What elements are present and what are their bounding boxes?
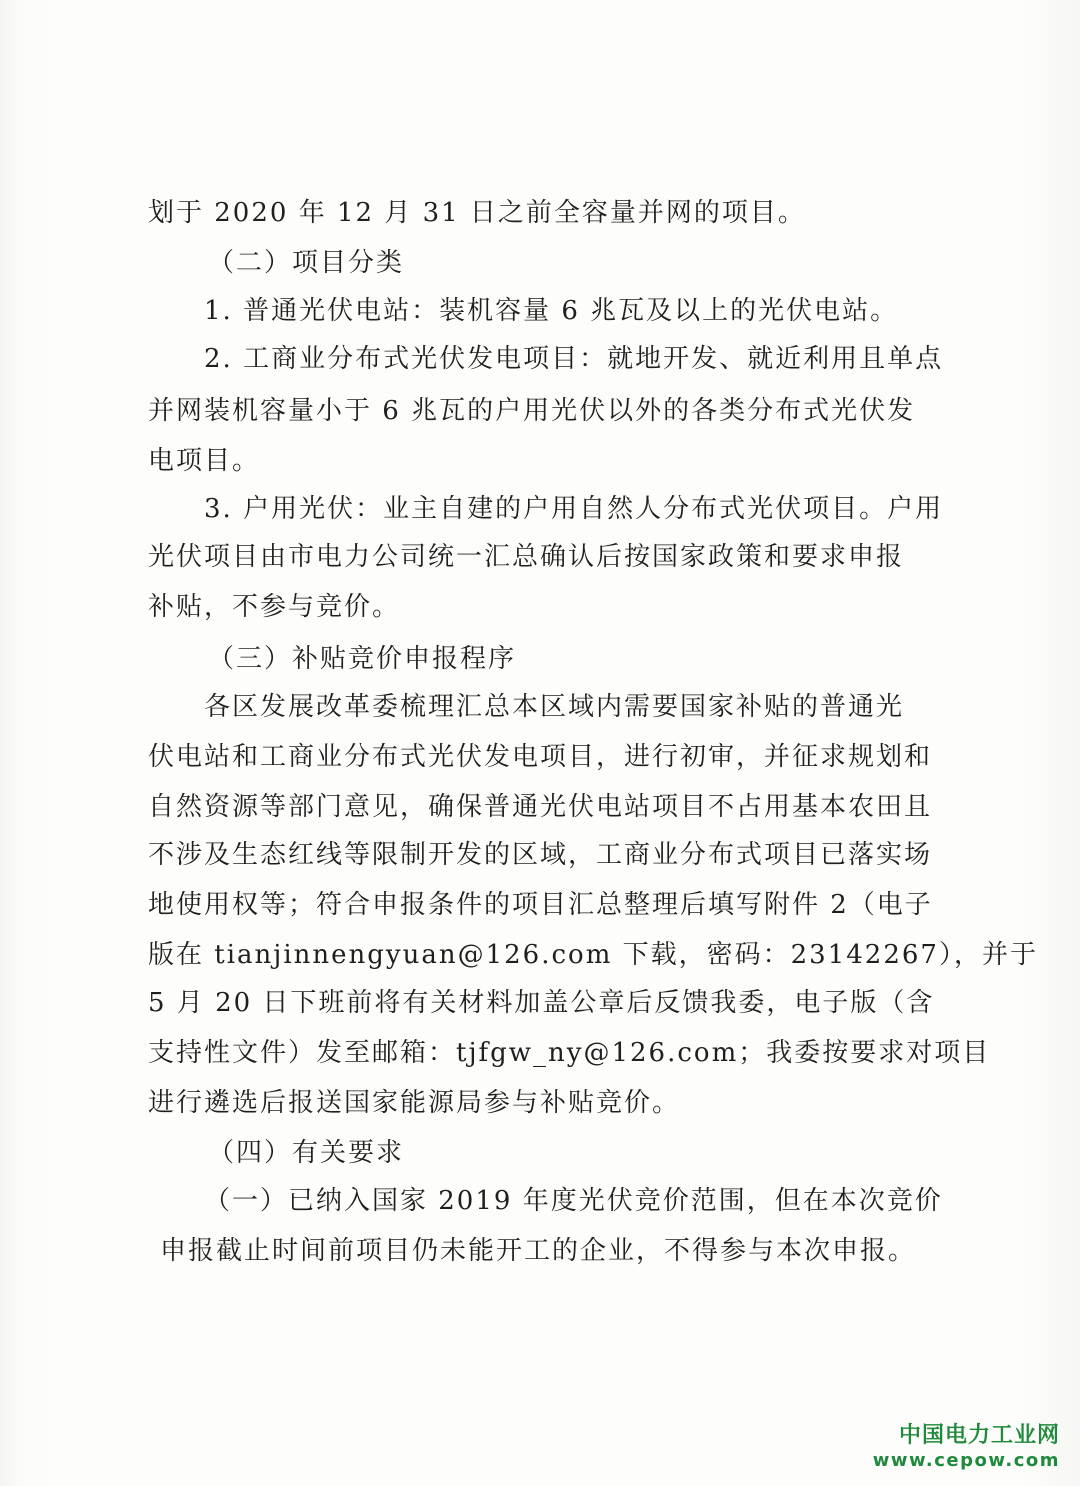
watermark-site-name: 中国电力工业网 <box>898 1423 1060 1448</box>
text-line: 2. 工商业分布式光伏发电项目：就地开发、就近利用且单点 <box>204 344 944 374</box>
text-line: 3. 户用光伏：业主自建的户用自然人分布式光伏项目。户用 <box>204 494 944 524</box>
watermark-site-url: www.cepow.com <box>872 1450 1060 1471</box>
text-line: 申报截止时间前项目仍未能开工的企业，不得参与本次申报。 <box>160 1236 917 1266</box>
text-line: 补贴，不参与竞价。 <box>148 592 401 622</box>
text-line: 版在 tianjinnengyuan@126.com 下载，密码：23142267），并于 <box>148 940 1038 970</box>
section-heading: （二）项目分类 <box>208 248 405 278</box>
text-line: 光伏项目由市电力公司统一汇总确认后按国家政策和要求申报 <box>148 542 905 572</box>
section-heading: （三）补贴竞价申报程序 <box>208 644 517 674</box>
text-line: 各区发展改革委梳理汇总本区域内需要国家补贴的普通光 <box>204 692 905 722</box>
text-line: 划于 2020 年 12 月 31 日之前全容量并网的项目。 <box>148 198 806 228</box>
text-line: 不涉及生态红线等限制开发的区域，工商业分布式项目已落实场 <box>148 840 933 870</box>
text-line: 伏电站和工商业分布式光伏发电项目，进行初审，并征求规划和 <box>148 742 933 772</box>
text-line: 地使用权等；符合申报条件的项目汇总整理后填写附件 2（电子 <box>148 890 933 920</box>
text-line: 支持性文件）发至邮箱：tjfgw_ny@126.com；我委按要求对项目 <box>148 1038 991 1068</box>
text-line: 电项目。 <box>148 446 261 476</box>
text-line: 1. 普通光伏电站：装机容量 6 兆瓦及以上的光伏电站。 <box>204 296 899 326</box>
text-line: 进行遴选后报送国家能源局参与补贴竞价。 <box>148 1088 681 1118</box>
text-line: 并网装机容量小于 6 兆瓦的户用光伏以外的各类分布式光伏发 <box>148 396 916 426</box>
text-line: 5 月 20 日下班前将有关材料加盖公章后反馈我委，电子版（含 <box>148 988 935 1018</box>
text-line: （一）已纳入国家 2019 年度光伏竞价范围，但在本次竞价 <box>204 1186 943 1216</box>
section-heading: （四）有关要求 <box>208 1138 405 1168</box>
text-line: 自然资源等部门意见，确保普通光伏电站项目不占用基本农田且 <box>148 792 933 822</box>
